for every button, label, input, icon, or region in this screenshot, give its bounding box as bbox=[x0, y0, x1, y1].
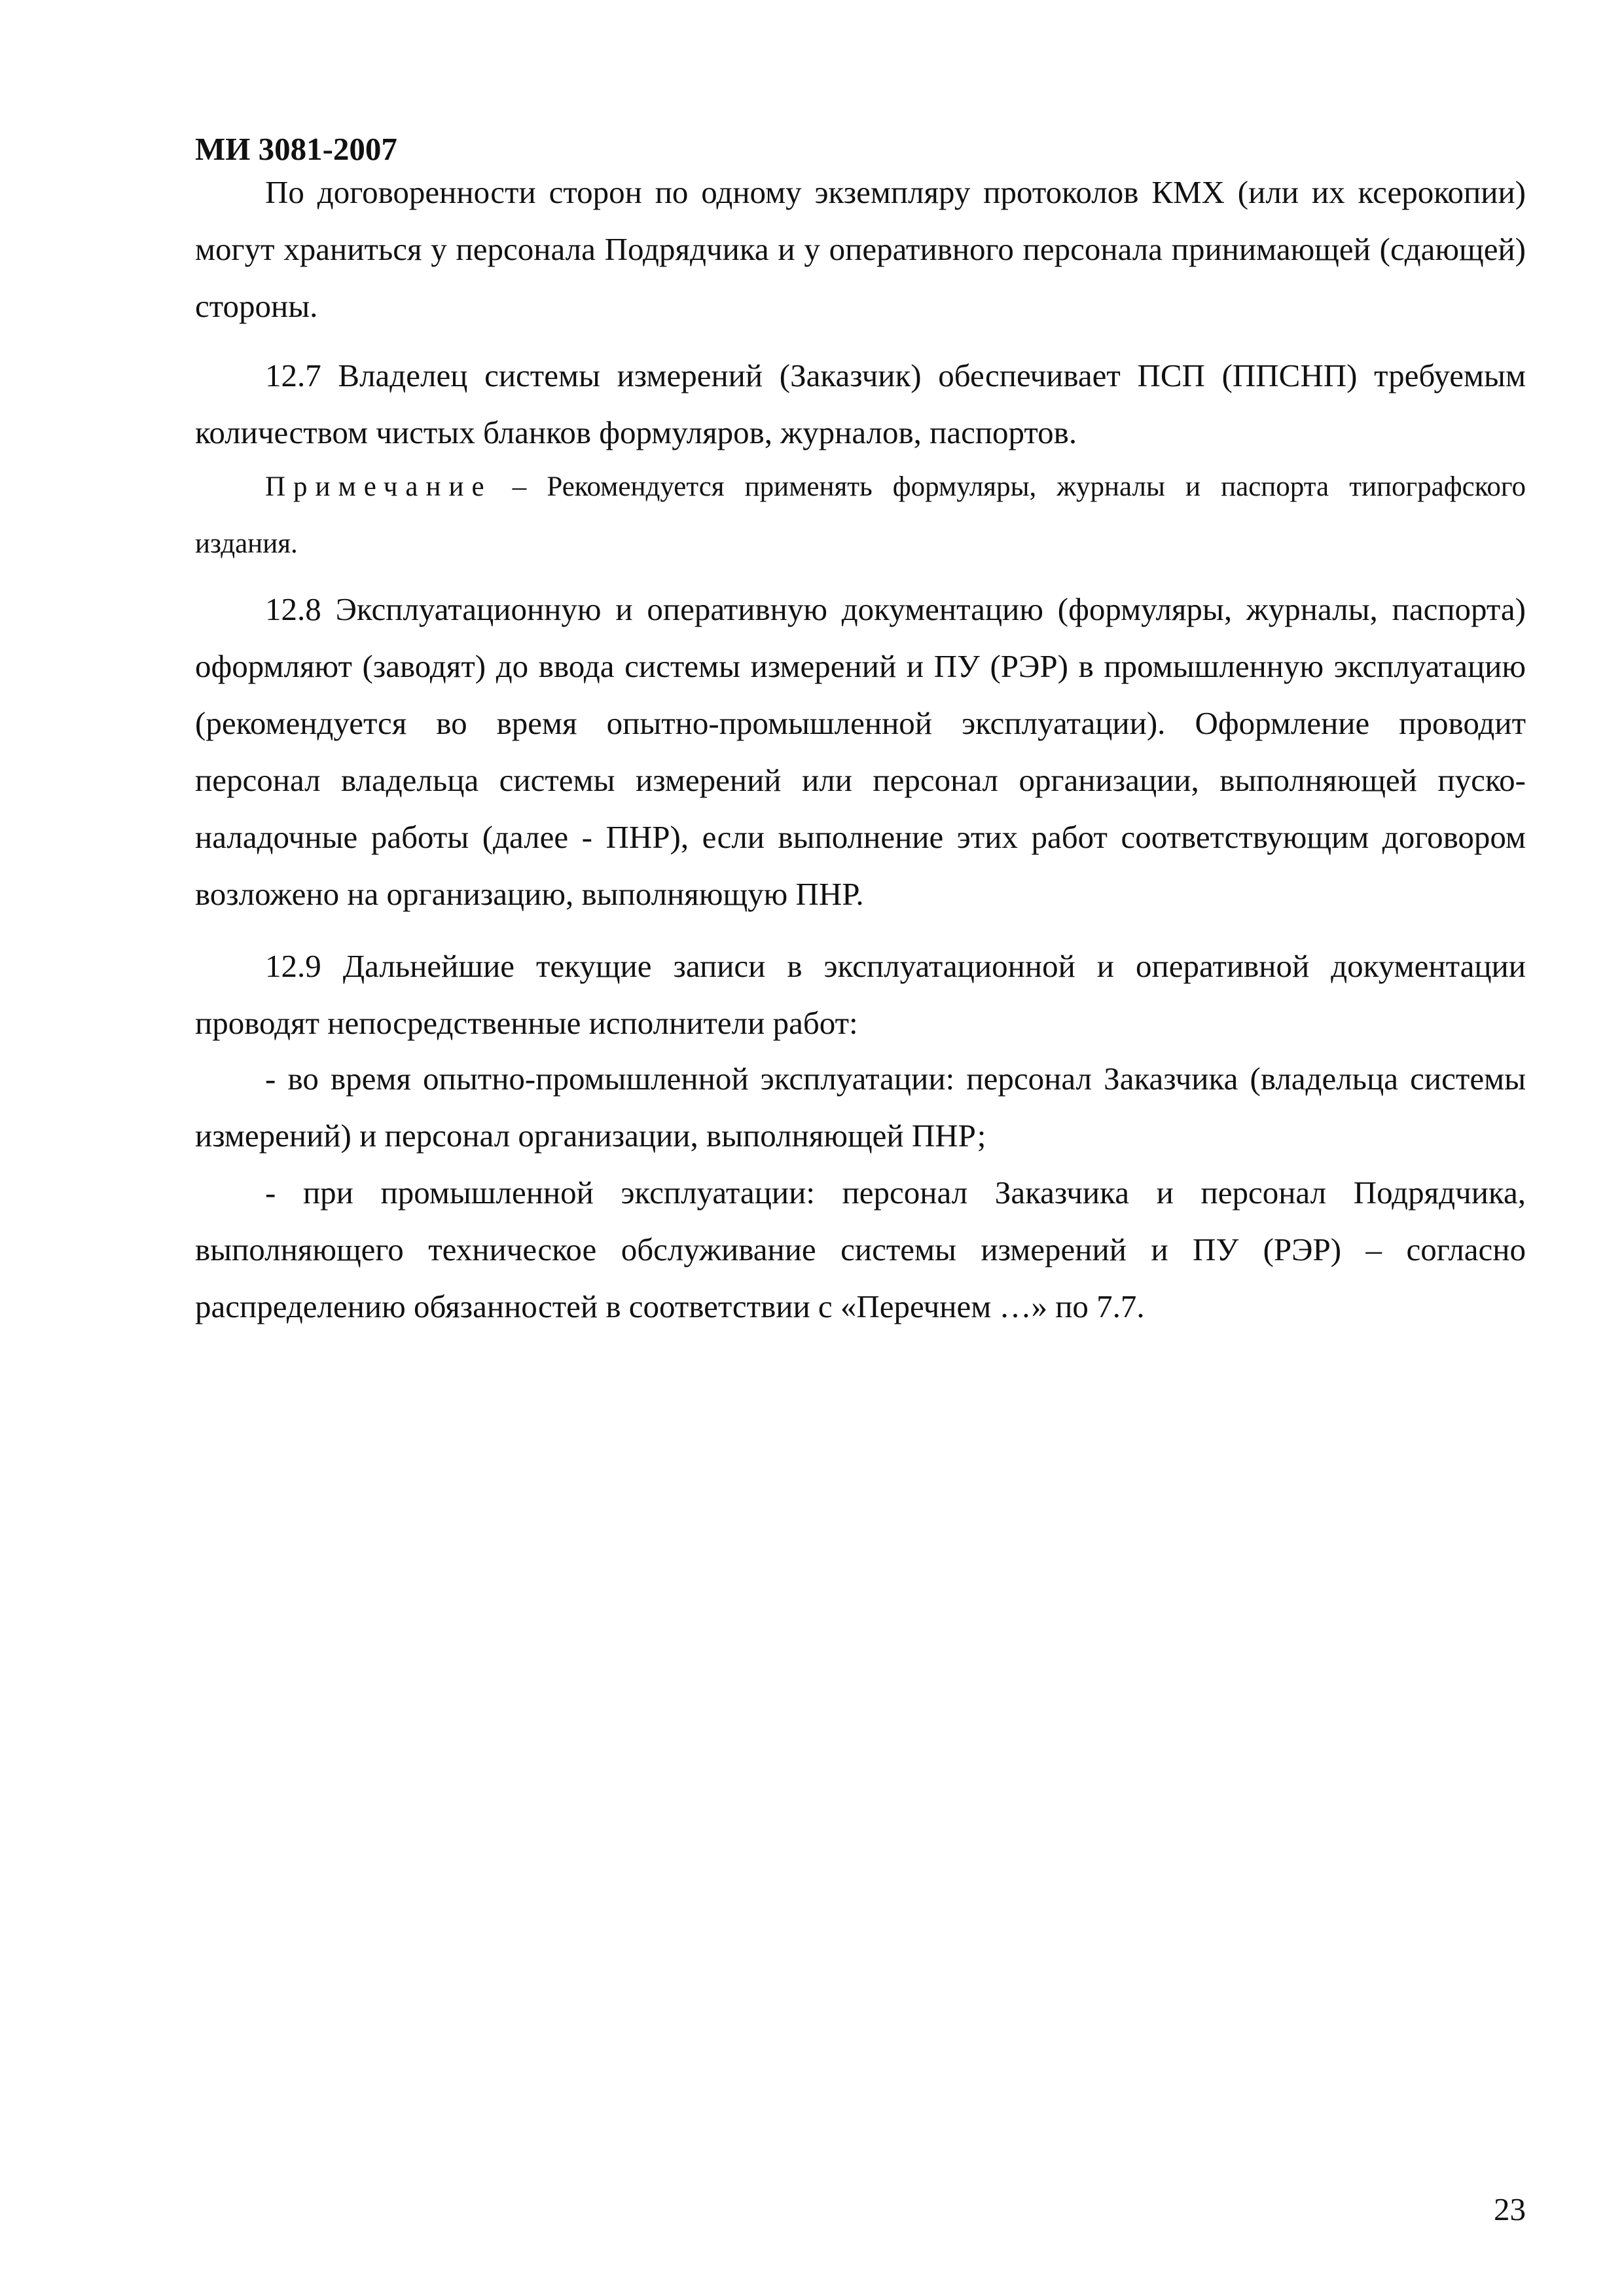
list-item-2: - при промышленной эксплуатации: персонал Заказчика и персонал Подрядчика, выполняющего техническое обслуживание системы измерений и ПУ (РЭР) – согласно распределению обязанностей в соответствии с «Перечнем …» по 7.7. bbox=[195, 1175, 1526, 1324]
note-text: – Рекомендуется применять формуляры, журналы и паспорта типографского издания. bbox=[195, 471, 1526, 559]
list-item-1: - во время опытно-промышленной эксплуатации: персонал Заказчика (владельца системы измерений) и персонал организации, выполняющей ПНР; bbox=[195, 1061, 1526, 1154]
note-label: Примечание bbox=[265, 471, 492, 502]
paragraph-12-8: 12.8 Эксплуатационную и оперативную документацию (формуляры, журналы, паспорта) оформляют (заводят) до ввода системы измерений и ПУ (РЭР) в промышленную эксплуатацию (рекомендуется во время опытно-промышленной эксплуатации). Оформление проводит персонал владельца системы измерений или персонал организации, выполняющей пуско-наладочные работы (далее - ПНР), если выполнение этих работ соответствующим договором возложено на организацию, выполняющую ПНР. bbox=[195, 591, 1526, 912]
document-code: МИ 3081-2007 bbox=[195, 131, 397, 167]
paragraph-continuation: По договоренности сторон по одному экземпляру протоколов КМХ (или их ксерокопии) могут храниться у персонала Подрядчика и у оперативного персонала принимающей (сдающей) стороны. bbox=[195, 174, 1526, 324]
paragraph-12-9: 12.9 Дальнейшие текущие записи в эксплуатационной и оперативной документации проводят непосредственные исполнители работ: bbox=[195, 948, 1526, 1041]
paragraph-12-7: 12.7 Владелец системы измерений (Заказчик) обеспечивает ПСП (ППСНП) требуемым количеством чистых бланков формуляров, журналов, паспортов. bbox=[195, 357, 1526, 450]
page-number: 23 bbox=[1494, 2191, 1526, 2227]
note bbox=[195, 458, 1526, 572]
